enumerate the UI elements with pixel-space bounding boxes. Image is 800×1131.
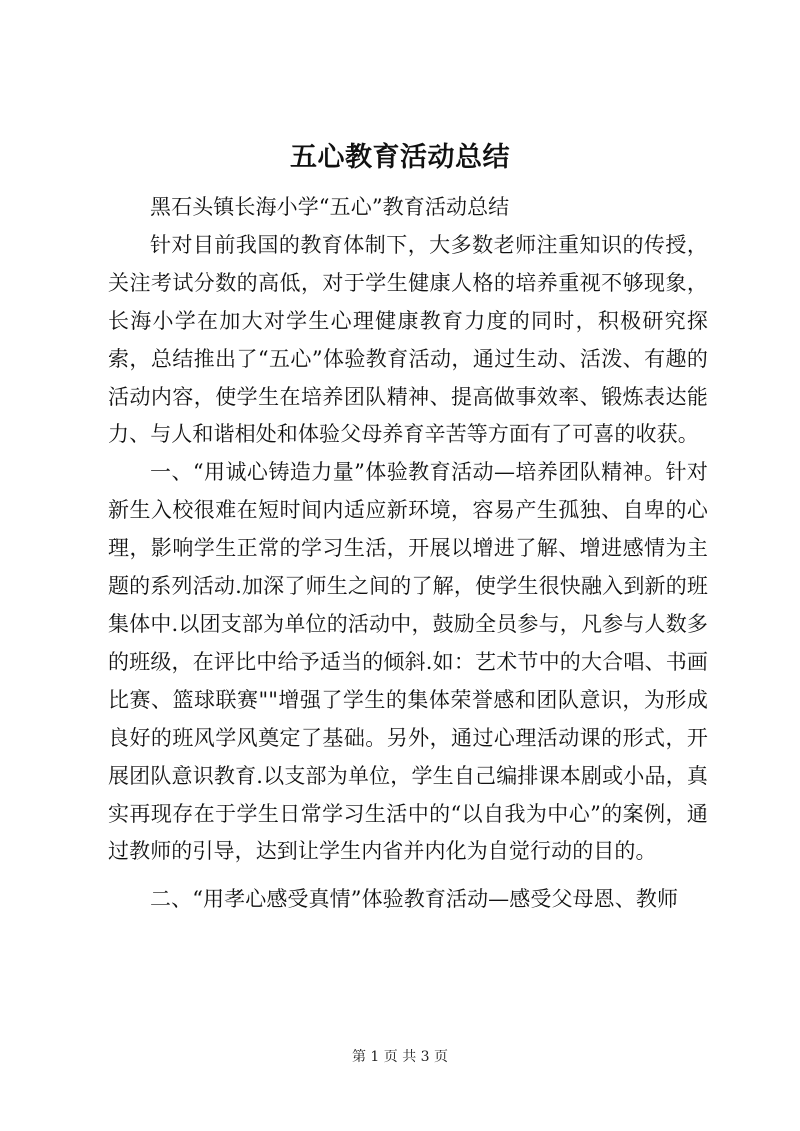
document-body xyxy=(108,189,708,919)
page-number-footer: 第 1 页 共 3 页 xyxy=(351,1049,449,1065)
subtitle-paragraph: 黑石头镇长海小学“五心”教育活动总结 xyxy=(150,195,510,219)
section-one-paragraph: 一、“用诚心铸造力量”体验教育活动—培养团队精神。针对新生入校很难在短时间内适应新环境，容易产生孤独、自卑的心理，影响学生正常的学习生活，开展以增进了解、增进感情为主题的系列活动.加深了师生之间的了解，使学生很快融入到新的班集体中.以团支部为单位的活动中，鼓励全员参与，凡参与人数多的班级，在评比中给予适当的倾斜.如：艺术节中的大合唱、书画比赛、篮球联赛""增强了学生的集体荣誉感和团队意识，为形成良好的班风学风奠定了基础。另外，通过心理活动课的形式，开展团队意识教育.以支部为单位，学生自己编排课本剧或小品，真实再现存在于学生日常学习生活中的“以自我为中心”的案例，通过教师的引导，达到让学生内省并内化为自觉行动的目的。 xyxy=(108,460,708,864)
section-two-paragraph: 二、“用孝心感受真情”体验教育活动—感受父母恩、教师 xyxy=(150,887,679,912)
document-title: 五心教育活动总结 xyxy=(290,142,510,173)
intro-paragraph: 针对目前我国的教育体制下，大多数老师注重知识的传授，关注考试分数的高低，对于学生健康人格的培养重视不够现象，长海小学在加大对学生心理健康教育力度的同时，积极研究探索，总结推出了“五心”体验教育活动，通过生动、活泼、有趣的活动内容，使学生在培养团队精神、提高做事效率、锻炼表达能力、与人和谐相处和体验父母养育辛苦等方面有了可喜的收获。 xyxy=(108,232,708,447)
